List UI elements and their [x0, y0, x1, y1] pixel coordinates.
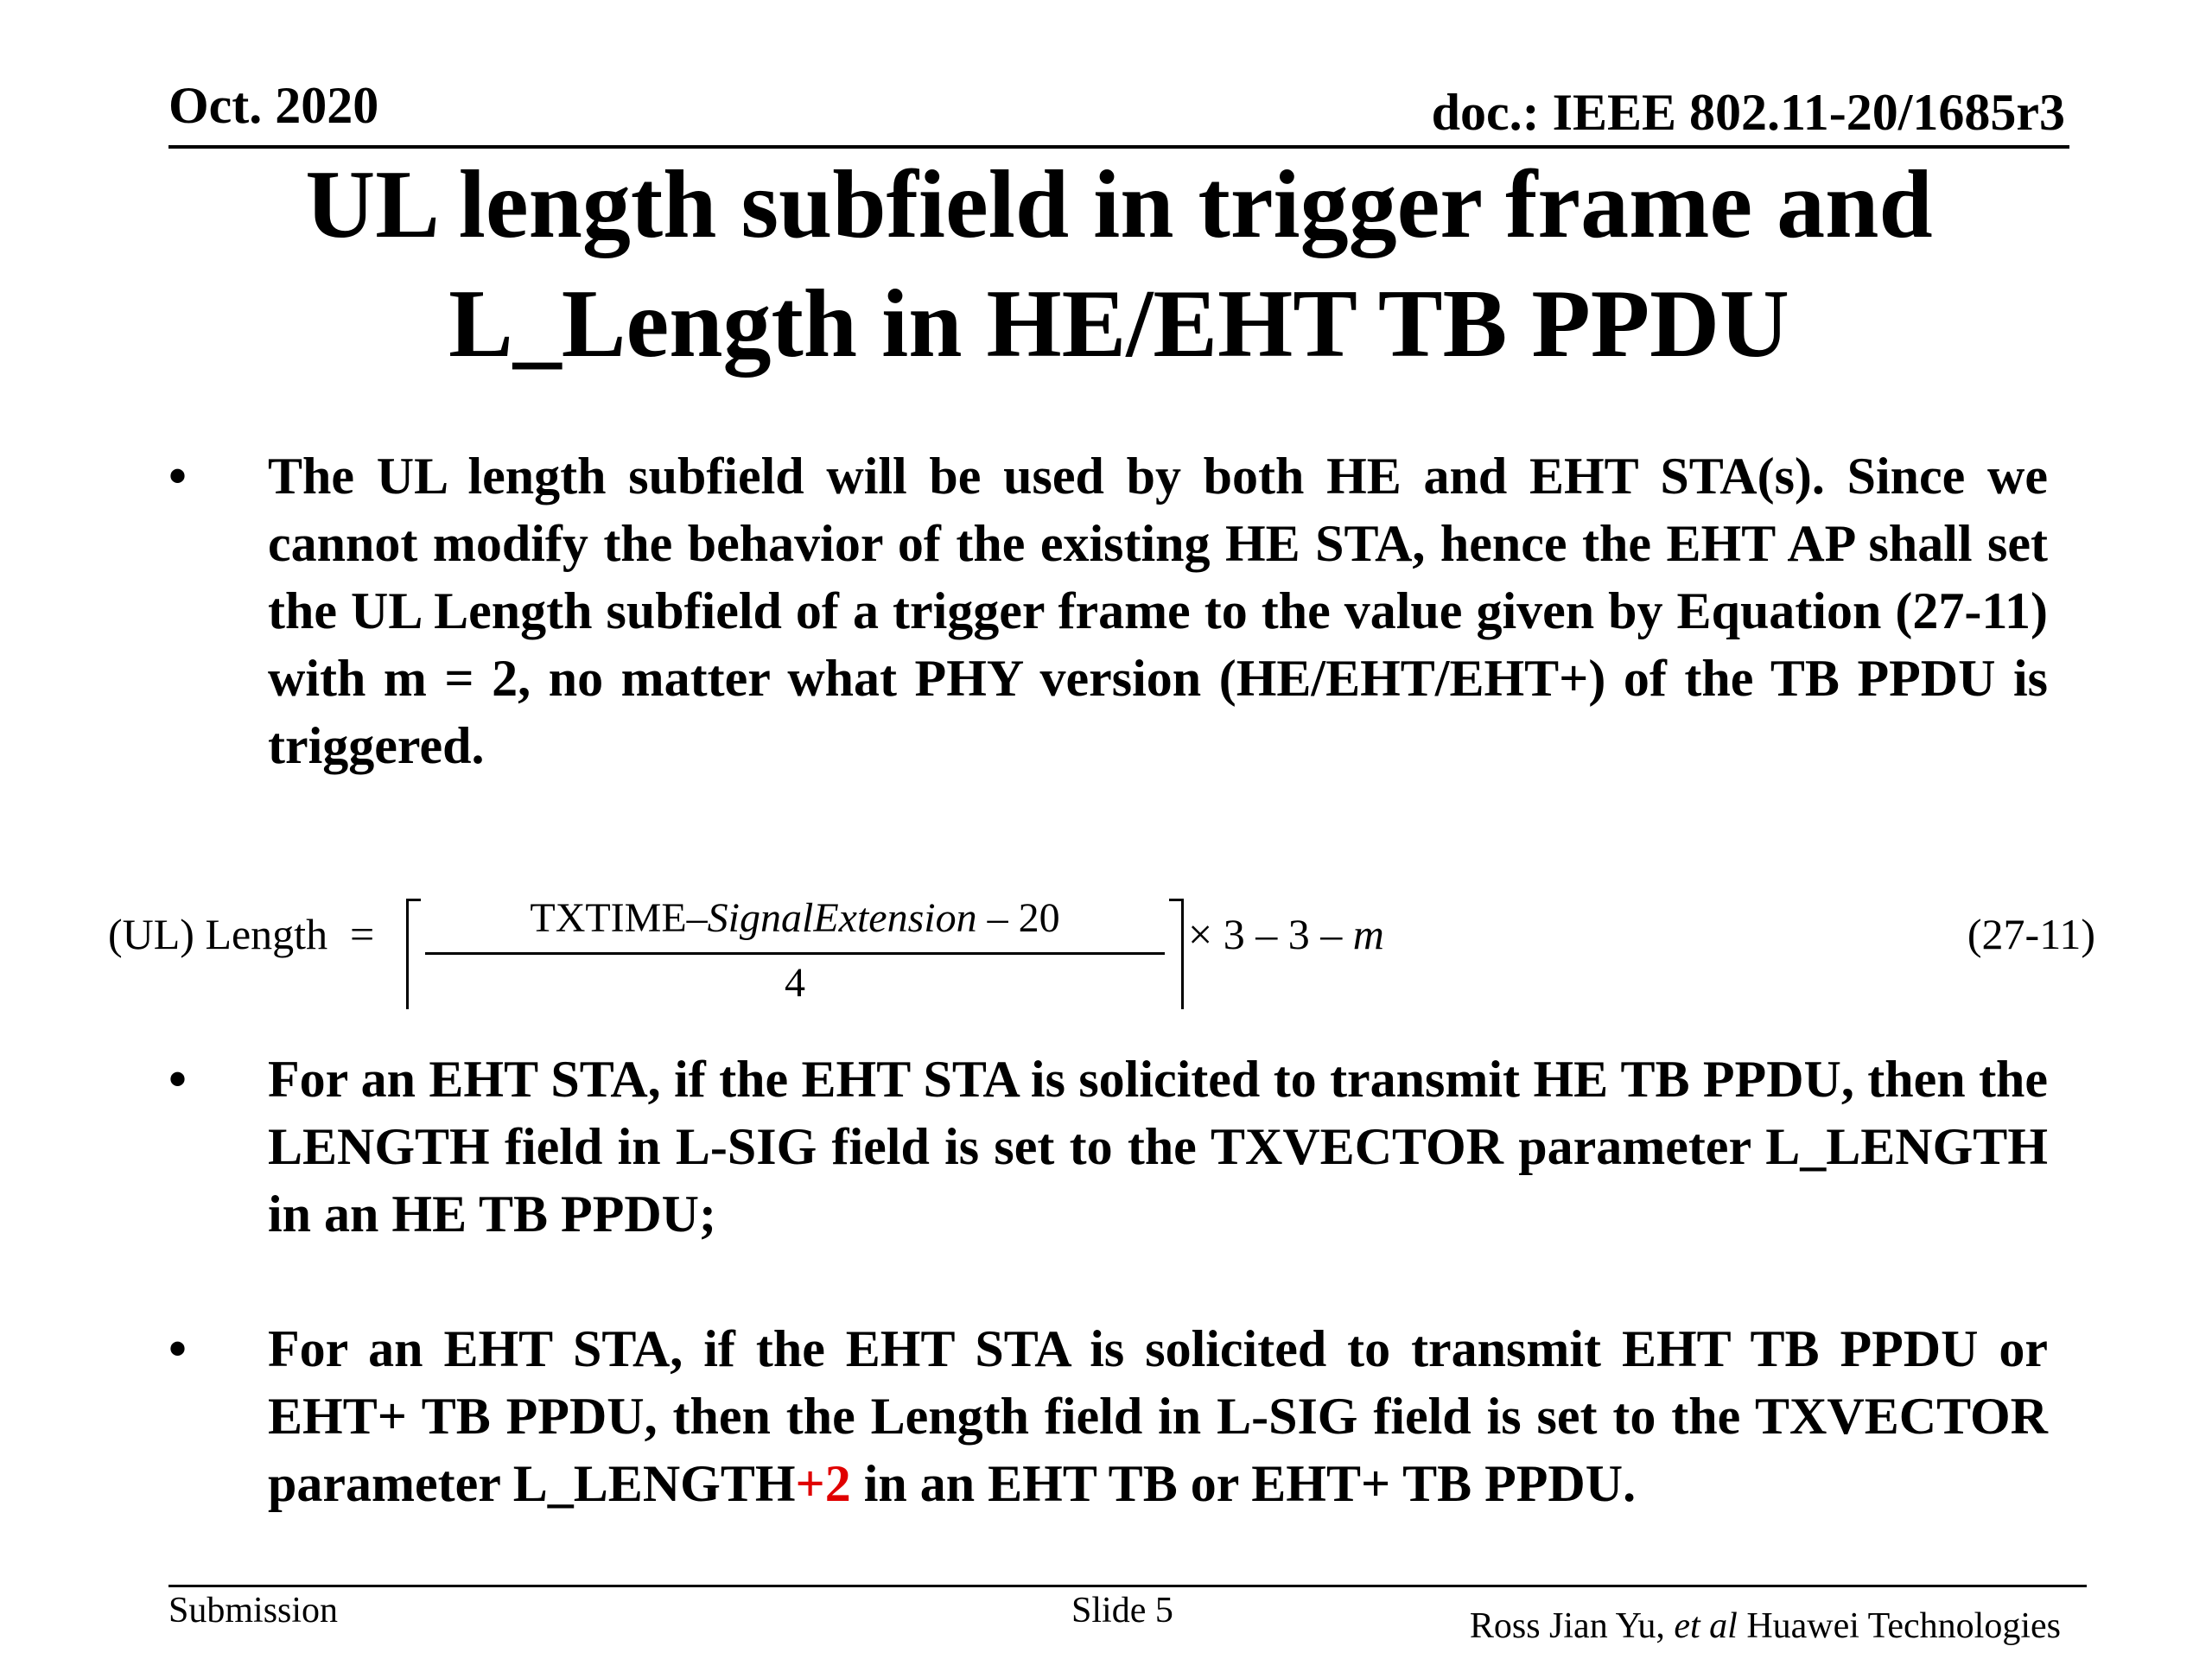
equation-tail-ops: × 3 – 3 – [1188, 910, 1353, 958]
bullet-1-text: The UL length subfield will be used by both HE and EHT STA(s). Since we cannot modify the behavior of the existing HE STA, hence the EHT AP shall set the UL Length subfield of a trigger frame to the value given by Equation (27-11) with m = 2, no matter what PHY version (HE/EHT/EHT+) of the TB PPDU is triggered. [268, 448, 2048, 774]
equation-lhs: (UL) Length [108, 910, 328, 958]
equation-tail [1188, 909, 1384, 959]
bullet-2-text: For an EHT STA, if the EHT STA is solicited to transmit HE TB PPDU, then the LENGTH field in L-SIG field is set to the TXVECTOR parameter L_LENGTH in an HE TB PPDU; [268, 1051, 2048, 1243]
equation-number: (27-11) [1967, 910, 2095, 958]
footer-author-etal: et al [1674, 1606, 1738, 1646]
bullet-3 [168, 1315, 2048, 1517]
bullet-3-text-start: For an EHT STA, if the EHT STA is solicited to transmit EHT TB PPDU or EHT+ TB PPDU, then the Length field in L-SIG field is set to the TXVECTOR parameter L_LENGTH [268, 1320, 2048, 1512]
title-line-2: L_Length in HE/EHT TB PPDU [448, 270, 1789, 378]
equation-equals: = [350, 910, 375, 958]
footer-author [1470, 1605, 2061, 1647]
bullet-3-highlight: +2 [795, 1455, 851, 1512]
footer-divider [168, 1585, 2087, 1587]
bullet-3-text [268, 1315, 2048, 1517]
footer-author-org: Huawei Technologies [1737, 1606, 2061, 1646]
bullet-marker: • [168, 1051, 188, 1108]
bullet-2 [168, 1046, 2048, 1248]
header-doc-id: doc.: IEEE 802.11-20/1685r3 [1431, 84, 2065, 141]
footer-author-name: Ross Jian Yu, [1469, 1606, 1675, 1646]
equation-tail-m: m [1352, 910, 1384, 958]
numerator-minus-20: – 20 [976, 895, 1060, 941]
equation-numerator [423, 894, 1166, 942]
equation-ceiling-fraction [406, 881, 1184, 1011]
ceiling-bracket-right [1169, 899, 1184, 1009]
bullet-marker: • [168, 1320, 188, 1377]
header-date: Oct. 2020 [168, 77, 379, 134]
bullet-1 [168, 442, 2048, 779]
footer-slide-number: Slide 5 [1071, 1591, 1173, 1630]
equation-27-11 [108, 881, 2095, 1011]
ceiling-bracket-left [406, 899, 421, 1009]
slide-title [168, 145, 2069, 384]
bullet-marker: • [168, 448, 188, 505]
numerator-signal-extension: SignalExtension [707, 895, 977, 941]
title-line-1: UL length subfield in trigger frame and [305, 151, 1933, 258]
numerator-txtime: TXTIME– [530, 895, 708, 941]
equation-denominator: 4 [785, 960, 805, 1006]
footer-submission: Submission [168, 1591, 339, 1630]
fraction-bar [425, 952, 1165, 955]
bullet-3-text-end: in an EHT TB or EHT+ TB PPDU. [850, 1455, 1637, 1512]
